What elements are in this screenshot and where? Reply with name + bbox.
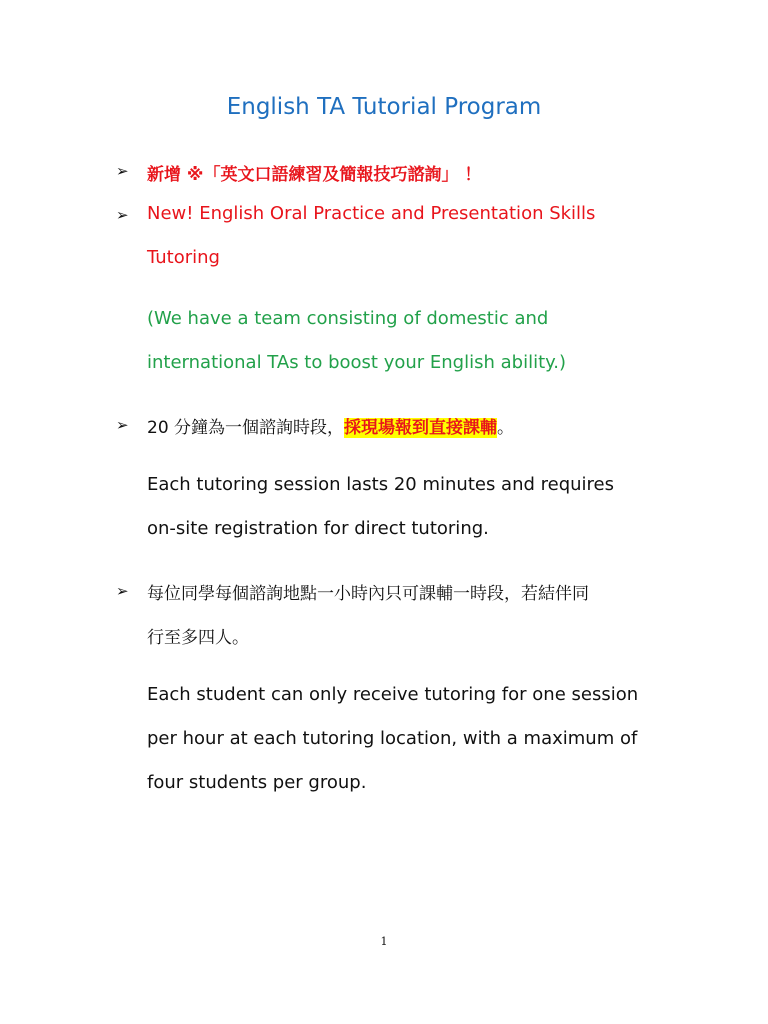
limit-chinese-line1: 每位同學每個諮詢地點一小時內只可課輔一時段，若結伴同 <box>147 584 589 604</box>
bullet-arrow-icon: ➢ <box>116 206 129 224</box>
team-note-line2: international TAs to boost your English ability.) <box>147 352 566 373</box>
item-new-english-line2: Tutoring <box>147 247 220 268</box>
bullet-arrow-icon: ➢ <box>116 162 129 180</box>
item-new-english-line1: New! English Oral Practice and Presentation Skills <box>147 203 596 224</box>
page-number: 1 <box>380 935 388 948</box>
limit-chinese-line2: 行至多四人。 <box>147 628 249 648</box>
session-english-line2: on-site registration for direct tutoring. <box>147 518 489 539</box>
session-chinese <box>147 413 514 438</box>
team-note-line1: (We have a team consisting of domestic and <box>147 308 549 329</box>
document-title: English TA Tutorial Program <box>226 94 542 120</box>
bullet-arrow-icon: ➢ <box>116 582 129 600</box>
session-chinese-prefix: 20 分鐘為一個諮詢時段， <box>147 418 345 438</box>
session-english-line1: Each tutoring session lasts 20 minutes and requires <box>147 474 615 495</box>
session-chinese-highlight: 採現場報到直接課輔 <box>344 418 498 438</box>
limit-english-line2: per hour at each tutoring location, with a maximum of <box>147 728 638 749</box>
item-new-chinese: 新增 ※「英文口語練習及簡報技巧諮詢」 ！ <box>147 165 482 185</box>
limit-english-line1: Each student can only receive tutoring for one session <box>147 684 639 705</box>
session-chinese-suffix: 。 <box>497 418 515 438</box>
limit-english-line3: four students per group. <box>147 772 367 793</box>
bullet-arrow-icon: ➢ <box>116 416 129 434</box>
